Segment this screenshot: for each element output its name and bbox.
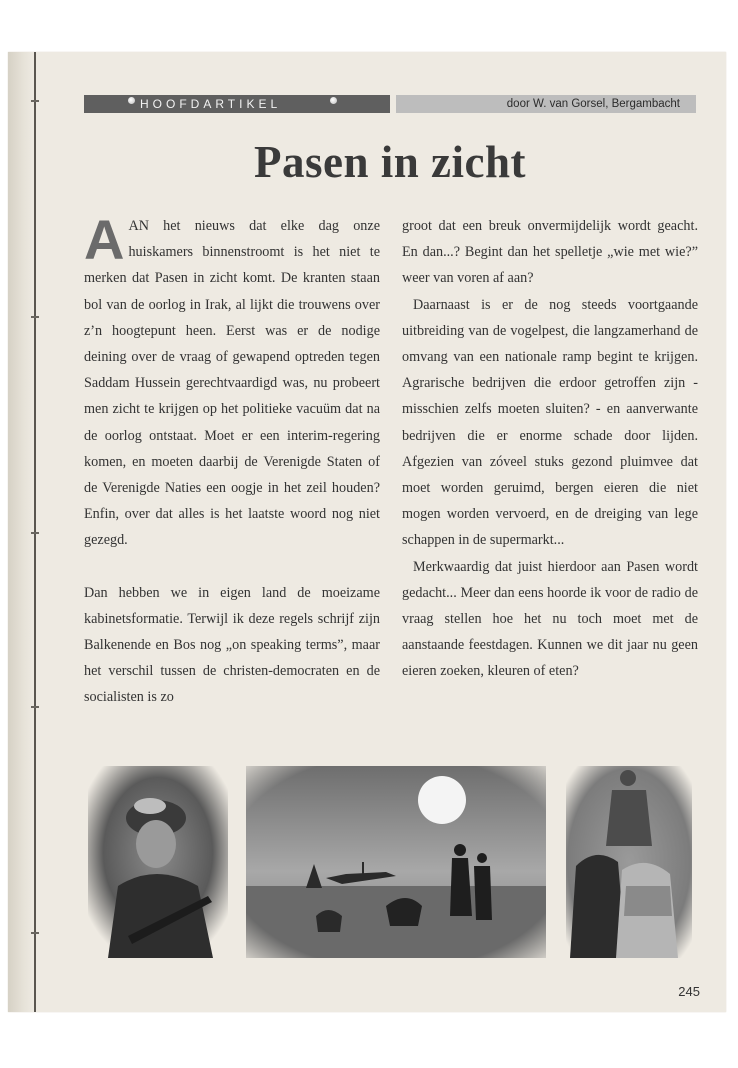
article-paragraph: Daarnaast is er de nog steeds voortgaande uitbreiding van de vogelpest, die langzamerhand de omvang van een nationale ramp begint te krijgen. Agrarische bedrijven die erdoor getroffen zijn - misschien zelfs moeten sluiten? - en aanverwante bedrijven die er enorme schade door lijden. Afgezien van zóveel stuks gezond pluimvee dat moet worden geruimd, bergen eieren die niet mogen worden vervoerd, en de dreiging van lege schappen in de supermarkt... [402,296,698,549]
binding-stitch [31,316,39,318]
soldier-and-civilian-photo [566,766,692,958]
desert-sunset-photo [246,766,546,958]
page-number: 245 [678,984,700,999]
article-paragraph: groot dat een breuk onvermijdelijk wordt geacht. En dan...? Begint dan het spelletje „wie met wie?” weer van voren af aan? [402,218,698,287]
binding-stitch [31,100,39,102]
article-paragraph: Dan hebben we in eigen land de moeizame kabinetsformatie. Terwijl ik deze regels schrijf zijn Balkenende en Bos nog „on speaking terms”, maar het verschil tussen de christen-democraten en de socialisten is zo [84,584,380,706]
article-title: Pasen in zicht [254,137,526,187]
binding-stitch [31,706,39,708]
decorative-dot-icon [128,97,135,104]
section-label-text: HOOFDARTIKEL [140,97,282,111]
article-column-right [402,213,698,685]
soldier-photo [88,766,228,958]
article-paragraph: Merkwaardig dat juist hierdoor aan Pasen wordt gedacht... Meer dan eens hoorde ik voor de radio de vraag stellen hoe het nu toch moet met de aanstaande feestdagen. Kunnen we dit jaar nu geen eieren zoeken, kleuren of eten? [402,558,698,680]
article-paragraph [84,208,380,554]
decorative-dot-icon [330,97,337,104]
author-byline: door W. van Gorsel, Bergambacht [396,95,696,113]
article-column-left [84,208,380,711]
paragraph-text: AN het nieuws dat elke dag onze huiskamers binnenstroomt is het niet te merken dat Pasen in zicht komt. De kranten staan bol van de oorlog in Irak, al lijkt die trouwens over z’n hoogtepunt heen. Eerst was er de nodige deining over de vraag of gewapend optreden tegen Saddam Hussein gerechtvaardigd was, nu probeert men zicht te krijgen op het politieke vacuüm dat na de oorlog ontstaat. Moet er een interim-regering komen, en moeten daarbij de Verenigde Staten of de Verenigde Naties een oogje in het zeil houden? Enfin, over dat alles is het laatste woord nog niet gezegd. [84,218,380,549]
section-label [84,95,390,113]
dropcap-letter: A [84,208,125,271]
article-header-bar [84,95,696,113]
binding-stitch [31,932,39,934]
binding-stitch [31,532,39,534]
